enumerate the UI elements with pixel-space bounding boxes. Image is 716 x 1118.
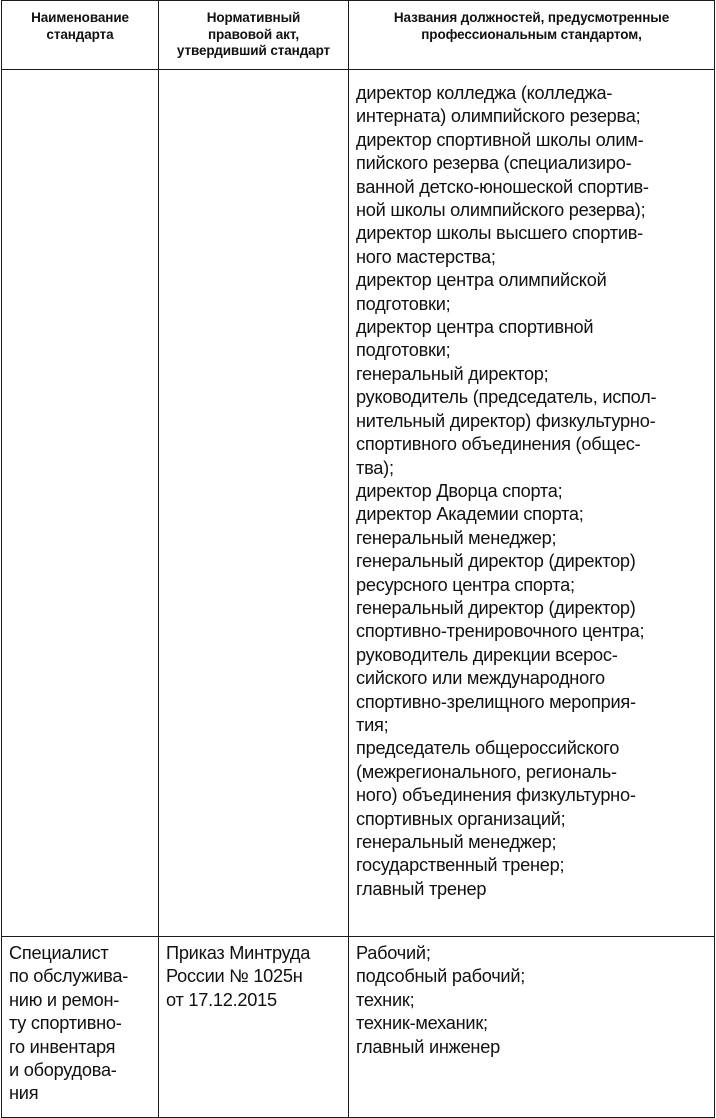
standard-name-line: ту спортивно-	[9, 1013, 122, 1034]
header-line: стандарта	[46, 26, 114, 42]
position-line: (межрегионального, региональ-	[356, 761, 617, 782]
position-line: генеральный директор (директор)	[356, 551, 636, 572]
position-line: спортивно-тренировочного центра;	[356, 621, 645, 642]
cell-position-titles	[349, 937, 715, 1118]
position-line: спортивного объединения (общес-	[356, 434, 641, 455]
standard-name-text	[2, 937, 158, 1106]
header-legal-act	[159, 1, 349, 70]
position-line: подготовки;	[356, 340, 451, 361]
cell-legal-act	[159, 937, 349, 1118]
position-line: спортивных организаций;	[356, 808, 566, 829]
standard-name-line: и оборудова-	[9, 1060, 117, 1081]
legal-act-line: России № 1025н	[166, 966, 303, 987]
position-line: генеральный менеджер;	[356, 527, 557, 548]
position-line: директор спортивной школы олим-	[356, 129, 644, 150]
position-line: Рабочий;	[356, 943, 431, 963]
position-line: директор Дворца спорта;	[356, 480, 563, 501]
legal-act-line: от 17.12.2015	[166, 989, 277, 1010]
position-line: генеральный менеджер;	[356, 832, 557, 852]
header-line: правовой акт,	[207, 26, 299, 42]
position-line: спортивно-зрелищного мероприя-	[356, 691, 636, 712]
position-line: ресурсного центра спорта;	[356, 574, 575, 595]
position-line: председатель общероссийского	[356, 738, 620, 759]
position-line: тия;	[356, 714, 389, 735]
position-line: директор колледжа (колледжа-	[356, 83, 613, 103]
cell-legal-act	[159, 70, 349, 937]
position-line: нительный директор) физкультурно-	[356, 410, 656, 431]
position-line: руководитель (председатель, испол-	[356, 387, 657, 408]
table-header-row	[2, 1, 715, 70]
position-line: пийского резерва (специализиро-	[356, 153, 632, 174]
position-line: главный инженер	[356, 1036, 500, 1057]
cell-standard-name	[2, 70, 159, 937]
standard-name-line: нию и ремон-	[9, 989, 120, 1010]
cell-standard-name	[2, 937, 159, 1118]
position-line: подготовки;	[356, 293, 451, 314]
position-line: директор центра олимпийской	[356, 270, 607, 291]
position-line: главный тренер	[356, 878, 487, 899]
position-line: подсобный рабочий;	[356, 966, 526, 987]
positions-list	[349, 937, 714, 1059]
header-line: Нормативный	[206, 10, 301, 25]
cell-position-titles	[349, 70, 715, 937]
header-line: утвердивший стандарт	[176, 43, 331, 58]
position-line: сийского или международного	[356, 668, 605, 689]
professional-standards-table	[1, 0, 715, 1118]
standard-name-line: ния	[9, 1083, 39, 1104]
legal-act-line: Приказ Минтруда	[166, 943, 311, 963]
header-line: профессиональным стандартом,	[421, 26, 642, 42]
table-row	[2, 937, 715, 1118]
position-line: директор Академии спорта;	[356, 504, 584, 525]
header-line: Названия должностей, предусмотренные	[393, 10, 670, 25]
position-line: тва);	[356, 457, 394, 478]
positions-list	[349, 70, 714, 901]
position-line: ванной детско-юношеской спортив-	[356, 176, 649, 197]
position-line: генеральный директор (директор)	[356, 597, 636, 618]
standard-name-line: Специалист	[9, 943, 109, 963]
position-line: ного) объединения физкультурно-	[356, 785, 636, 806]
position-line: генеральный директор;	[356, 363, 549, 384]
standard-name-line: по обслужива-	[9, 966, 129, 987]
position-line: интерната) олимпийского резерва;	[356, 106, 641, 127]
header-position-titles	[349, 1, 715, 70]
position-line: руководитель дирекции всерос-	[356, 644, 618, 665]
position-line: директор центра спортивной	[356, 317, 594, 338]
header-standard-name	[2, 1, 159, 70]
position-line: техник-механик;	[356, 1013, 488, 1034]
legal-act-text	[159, 937, 348, 1012]
position-line: ной школы олимпийского резерва);	[356, 200, 646, 221]
position-line: ного мастерства;	[356, 246, 496, 267]
header-line: Наименование	[31, 10, 129, 25]
table-row	[2, 70, 715, 937]
position-line: техник;	[356, 989, 415, 1010]
standard-name-line: го инвентаря	[9, 1036, 116, 1057]
position-line: государственный тренер;	[356, 855, 565, 876]
position-line: директор школы высшего спортив-	[356, 223, 643, 244]
